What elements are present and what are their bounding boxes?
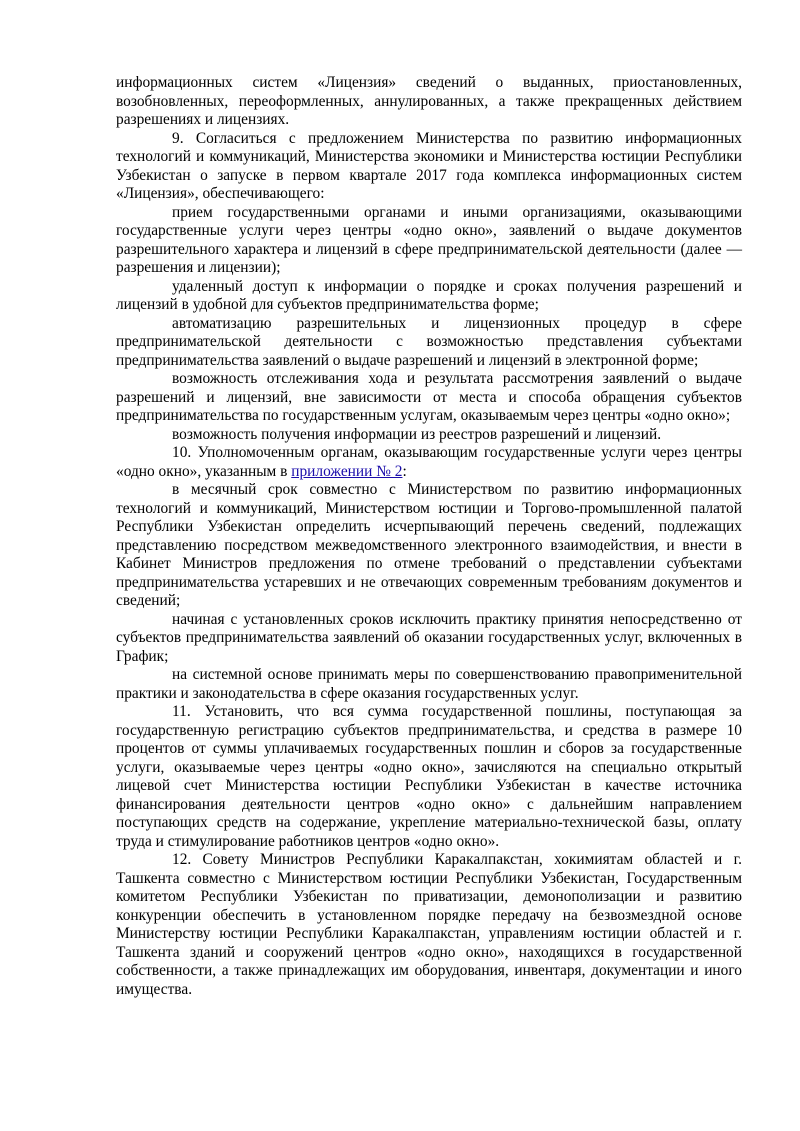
- paragraph-item-9: 9. Согласиться с предложением Министерства по развитию информационных технологий и коммуникаций, Министерства экономики и Министерства юстиции Республики Узбекистан о запуске в первом квартале 2017 года комплекса информационных систем «Лицензия», обеспечивающего:: [116, 129, 742, 202]
- paragraph-9-reception: прием государственными органами и иными организациями, оказывающими государственные услуги через центры «одно окно», заявлений о выдаче документов разрешительного характера и лицензий в сфере предпринимательской деятельности (далее — разрешения и лицензии);: [116, 203, 742, 276]
- appendix-2-link[interactable]: приложении № 2: [291, 462, 403, 480]
- paragraph-9-automation: автоматизацию разрешительных и лицензионных процедур в сфере предпринимательской деятельности с возможностью представления субъектами предпринимательства заявлений о выдаче разрешений и лицензий в электронной форме;: [116, 314, 742, 369]
- paragraph-item-12: 12. Совету Министров Республики Каракалпакстан, хокимиятам областей и г. Ташкента совместно с Министерством юстиции Республики Узбекистан, Государственным комитетом Республики Узбекистан по приватизации, демонополизации и развитию конкуренции обеспечить в установленном порядке передачу на безвозмездной основе Министерству юстиции Республики Каракалпакстан, управлениям юстиции областей и г. Ташкента зданий и сооружений центров «одно окно», находящихся в государственной собственности, а также принадлежащих им оборудования, инвентаря, документации и иного имущества.: [116, 851, 742, 998]
- paragraph-10-systemic-measures: на системной основе принимать меры по совершенствованию правоприменительной практики и законодательства в сфере оказания государственных услуг.: [116, 666, 742, 702]
- paragraph-9-remote-access: удаленный доступ к информации о порядке и сроках получения разрешений и лицензий в удобной для субъектов предпринимательства форме;: [116, 277, 742, 313]
- paragraph-continuation: информационных систем «Лицензия» сведений о выданных, приостановленных, возобновленных, переоформленных, аннулированных, а также прекращенных действием разрешениях и лицензиях.: [116, 74, 742, 128]
- paragraph-9-tracking: возможность отслеживания хода и результата рассмотрения заявлений о выдаче разрешений и лицензий, вне зависимости от места и способа обращения субъектов предпринимательства по государственным услугам, оказываемым через центры «одно окно»;: [116, 370, 742, 424]
- paragraph-item-11: 11. Установить, что вся сумма государственной пошлины, поступающая за государственную регистрацию субъектов предпринимательства, и средства в размере 10 процентов от суммы уплачиваемых государственных пошлин и сборов за государственные услуги, оказываемые через центры «одно окно», зачисляются на специально открытый лицевой счет Министерства юстиции Республики Узбекистан в качестве источника финансирования деятельности центров «одно окно» с дальнейшим направлением поступающих средств на содержание, укрепление материально-технической базы, оплату труда и стимулирование работников центров «одно окно».: [116, 703, 742, 850]
- paragraph-item-10: [116, 444, 742, 481]
- paragraph-10-monthly: в месячный срок совместно с Министерством по развитию информационных технологий и коммуникаций, Министерством юстиции и Торгово-промышленной палатой Республики Узбекистан определить исчерпывающий перечень сведений, подлежащих представлению посредством межведомственного электронного взаимодействия, и внести в Кабинет Министров предложения по отмене требований о представлении субъектами предпринимательства устаревших и не отвечающих современным требованиям документов и сведений;: [116, 481, 742, 609]
- paragraph-item-10-colon: :: [402, 462, 407, 480]
- paragraph-item-10-text: 10. Уполномоченным органам, оказывающим государственные услуги через центры «одно окно», указанным в: [116, 444, 742, 480]
- paragraph-10-exclude-practice: начиная с установленных сроков исключить практику принятия непосредственно от субъектов предпринимательства заявлений об оказании государственных услуг, включенных в График;: [116, 610, 742, 665]
- paragraph-9-registry-info: возможность получения информации из реестров разрешений и лицензий.: [172, 425, 662, 443]
- document-page: [116, 74, 742, 999]
